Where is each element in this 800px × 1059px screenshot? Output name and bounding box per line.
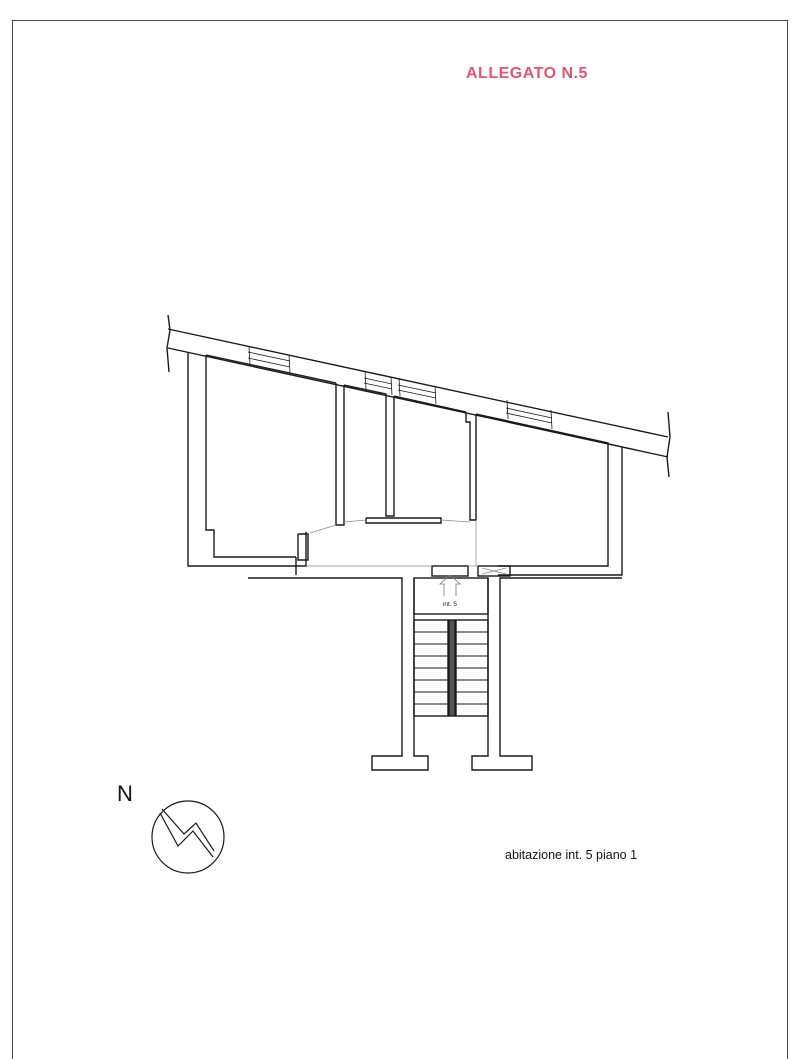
facade-inner-line xyxy=(168,348,668,457)
door-openings xyxy=(306,520,506,574)
window-3 xyxy=(398,378,436,404)
landing-wall-left xyxy=(248,578,428,770)
facade-break-left xyxy=(167,315,170,372)
room2-walls xyxy=(344,385,394,516)
facade-windows xyxy=(248,346,552,429)
room3-top-wall xyxy=(476,414,608,566)
unit-tag: int. 5 xyxy=(442,601,458,608)
room1-top-wall xyxy=(206,355,336,383)
door-swing-3 xyxy=(441,520,470,522)
room2-top-wall xyxy=(394,396,466,412)
facade-outer-line xyxy=(168,329,668,437)
wall-left-outer xyxy=(188,352,296,575)
room1-right-wall xyxy=(336,383,344,525)
north-label: N xyxy=(117,781,133,806)
door-swing-2 xyxy=(344,520,366,522)
corridor-partition xyxy=(366,518,441,523)
room3-bottom-right xyxy=(498,447,622,575)
window-4 xyxy=(506,400,552,429)
room3-right-wall xyxy=(466,412,476,520)
door-swing-1 xyxy=(310,525,336,533)
unit-caption: abitazione int. 5 piano 1 xyxy=(505,848,638,862)
page-frame xyxy=(13,21,788,1059)
north-arrow-icon xyxy=(152,801,224,873)
stair-handrail xyxy=(449,620,455,716)
facade-break-right xyxy=(667,412,670,477)
building-outline xyxy=(167,315,670,770)
stair-well xyxy=(414,578,488,614)
wall-left-inner xyxy=(206,355,296,557)
landing-wall-right xyxy=(472,578,622,770)
attachment-title: ALLEGATO N.5 xyxy=(466,65,588,82)
